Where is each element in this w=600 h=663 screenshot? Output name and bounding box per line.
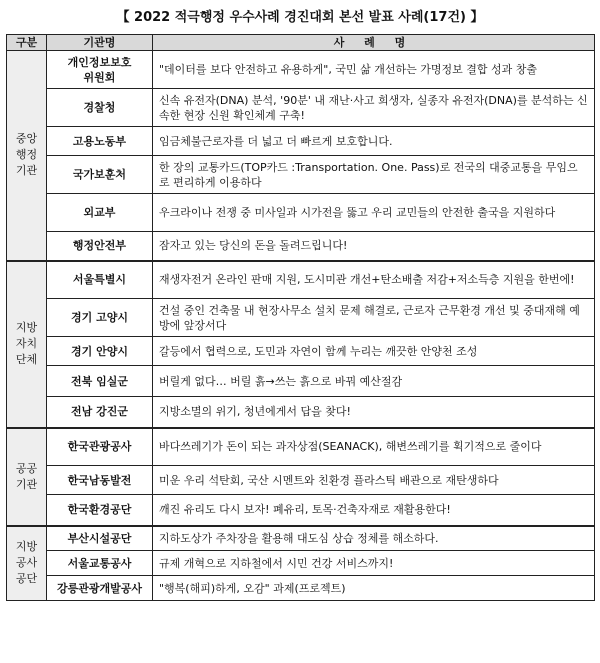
table-row — [7, 194, 595, 232]
case-cell: 한 장의 교통카드(TOP카드 :Transportation. One. Pass)로 전국의 대중교통을 무임으로 편리하게 이용하다 — [153, 156, 595, 194]
org-cell: 경기 고양시 — [47, 299, 153, 337]
category-cell: 중앙 행정 기관 — [7, 51, 47, 261]
org-cell: 고용노동부 — [47, 127, 153, 156]
org-cell: 전북 임실군 — [47, 366, 153, 397]
category-cell: 지방 공사 공단 — [7, 526, 47, 601]
table-row — [7, 299, 595, 337]
header-case: 사 례 명 — [153, 35, 595, 51]
org-cell: 한국남동발전 — [47, 466, 153, 495]
table-row — [7, 551, 595, 576]
org-cell: 한국환경공단 — [47, 495, 153, 526]
case-cell: 잠자고 있는 당신의 돈을 돌려드립니다! — [153, 232, 595, 261]
category-cell: 지방 자치 단체 — [7, 261, 47, 428]
case-cell: 깨진 유리도 다시 보자! 폐유리, 토목·건축자재로 재활용한다! — [153, 495, 595, 526]
table-row — [7, 466, 595, 495]
case-cell: 건설 중인 건축물 내 현장사무소 설치 문제 해결로, 근로자 근무환경 개선 및 중대재해 예방에 앞장서다 — [153, 299, 595, 337]
case-cell: 미운 우리 석탄회, 국산 시멘트와 친환경 플라스틱 배관으로 재탄생하다 — [153, 466, 595, 495]
org-cell: 서울교통공사 — [47, 551, 153, 576]
case-cell: "행복(해피)하게, 오감" 과제(프로젝트) — [153, 576, 595, 601]
case-cell: 바다쓰레기가 돈이 되는 과자상점(SEANACK), 해변쓰레기를 획기적으로 줄이다 — [153, 428, 595, 466]
table-row — [7, 232, 595, 261]
table-row — [7, 156, 595, 194]
header-category: 구분 — [7, 35, 47, 51]
cases-table — [6, 34, 595, 601]
page-title: 【 2022 적극행정 우수사례 경진대회 본선 발표 사례(17건) 】 — [116, 10, 484, 25]
table-row — [7, 428, 595, 466]
org-cell: 전남 강진군 — [47, 397, 153, 428]
table-row — [7, 576, 595, 601]
org-cell: 외교부 — [47, 194, 153, 232]
org-cell: 서울특별시 — [47, 261, 153, 299]
table-row — [7, 366, 595, 397]
table-row — [7, 337, 595, 366]
case-cell: 우크라이나 전쟁 중 미사일과 시가전을 뚫고 우리 교민들의 안전한 출국을 지원하다 — [153, 194, 595, 232]
case-cell: 버릴게 없다… 버릴 흙→쓰는 흙으로 바꿔 예산절감 — [153, 366, 595, 397]
case-cell: 지방소멸의 위기, 청년에게서 답을 찾다! — [153, 397, 595, 428]
table-header-row — [7, 35, 595, 51]
table-row — [7, 89, 595, 127]
org-cell: 경기 안양시 — [47, 337, 153, 366]
case-cell: 임금체불근로자를 더 넓고 더 빠르게 보호합니다. — [153, 127, 595, 156]
case-cell: 지하도상가 주차장을 활용해 대도심 상습 정체를 해소하다. — [153, 526, 595, 551]
table-body — [7, 51, 595, 601]
org-cell: 한국관광공사 — [47, 428, 153, 466]
org-cell: 개인정보보호 위원회 — [47, 51, 153, 89]
header-org: 기관명 — [47, 35, 153, 51]
category-cell: 공공 기관 — [7, 428, 47, 526]
org-cell: 경찰청 — [47, 89, 153, 127]
case-cell: 갈등에서 협력으로, 도민과 자연이 함께 누리는 깨끗한 안양천 조성 — [153, 337, 595, 366]
org-cell: 국가보훈처 — [47, 156, 153, 194]
case-cell: 재생자전거 온라인 판매 지원, 도시미관 개선+탄소배출 저감+저소득층 지원을 한번에! — [153, 261, 595, 299]
case-cell: 신속 유전자(DNA) 분석, '90분' 내 재난·사고 희생자, 실종자 유전자(DNA)를 분석하는 신속한 현장 신원 확인체계 구축! — [153, 89, 595, 127]
table-row — [7, 495, 595, 526]
table-row — [7, 51, 595, 89]
org-cell: 부산시설공단 — [47, 526, 153, 551]
table-row — [7, 397, 595, 428]
table-row — [7, 127, 595, 156]
case-cell: "데이터를 보다 안전하고 유용하게", 국민 삶 개선하는 가명정보 결합 성과 창출 — [153, 51, 595, 89]
table-row — [7, 261, 595, 299]
org-cell: 강릉관광개발공사 — [47, 576, 153, 601]
table-row — [7, 526, 595, 551]
case-cell: 규제 개혁으로 지하철에서 시민 건강 서비스까지! — [153, 551, 595, 576]
org-cell: 행정안전부 — [47, 232, 153, 261]
